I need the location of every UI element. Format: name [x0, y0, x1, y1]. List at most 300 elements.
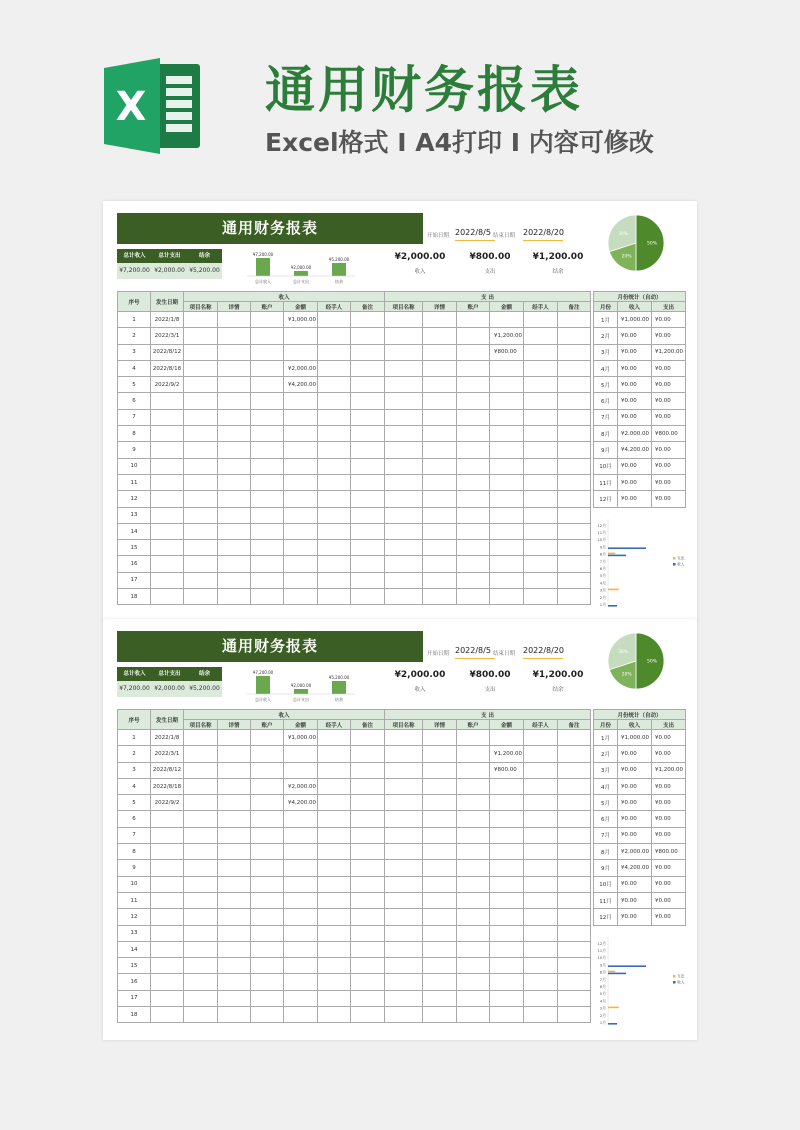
row-cell[interactable]	[184, 556, 218, 572]
row-cell[interactable]	[490, 958, 524, 974]
row-cell[interactable]	[524, 589, 558, 605]
row-cell[interactable]	[524, 811, 558, 827]
row-cell[interactable]	[251, 556, 284, 572]
row-cell[interactable]	[385, 491, 423, 507]
row-cell[interactable]	[423, 393, 457, 409]
row-cell[interactable]	[524, 360, 558, 376]
row-cell[interactable]	[558, 892, 591, 908]
row-cell[interactable]	[457, 925, 490, 941]
row-cell[interactable]	[457, 762, 490, 778]
row-cell[interactable]	[558, 730, 591, 746]
row-cell[interactable]	[251, 974, 284, 990]
row-cell[interactable]	[184, 426, 218, 442]
row-cell[interactable]	[284, 507, 318, 523]
row-cell[interactable]	[318, 844, 351, 860]
row-cell[interactable]	[558, 876, 591, 892]
row-cell[interactable]	[385, 860, 423, 876]
row-cell[interactable]	[457, 442, 490, 458]
row-cell[interactable]	[251, 572, 284, 588]
row-date[interactable]	[151, 523, 184, 539]
row-cell[interactable]	[284, 409, 318, 425]
row-cell[interactable]	[318, 974, 351, 990]
row-cell[interactable]	[490, 507, 524, 523]
row-cell[interactable]	[490, 360, 524, 376]
row-cell[interactable]	[558, 458, 591, 474]
row-cell[interactable]	[251, 958, 284, 974]
row-cell[interactable]	[351, 491, 385, 507]
row-cell[interactable]	[490, 860, 524, 876]
row-cell[interactable]	[218, 458, 251, 474]
row-cell[interactable]	[184, 377, 218, 393]
row-cell[interactable]	[524, 892, 558, 908]
row-cell[interactable]	[184, 778, 218, 794]
row-cell[interactable]	[385, 377, 423, 393]
row-cell[interactable]	[218, 762, 251, 778]
row-cell[interactable]	[558, 941, 591, 957]
row-cell[interactable]	[490, 426, 524, 442]
row-cell[interactable]	[218, 540, 251, 556]
row-cell[interactable]	[558, 990, 591, 1006]
row-cell[interactable]	[184, 312, 218, 328]
row-cell[interactable]	[490, 892, 524, 908]
row-cell[interactable]	[490, 730, 524, 746]
row-cell[interactable]	[351, 474, 385, 490]
row-cell[interactable]	[423, 827, 457, 843]
row-cell[interactable]	[423, 795, 457, 811]
row-date[interactable]	[151, 844, 184, 860]
row-cell[interactable]	[318, 458, 351, 474]
row-cell[interactable]	[385, 458, 423, 474]
row-cell[interactable]	[184, 409, 218, 425]
row-cell[interactable]	[385, 540, 423, 556]
row-cell[interactable]	[423, 377, 457, 393]
row-cell[interactable]	[558, 589, 591, 605]
row-cell[interactable]	[184, 491, 218, 507]
row-date[interactable]	[151, 958, 184, 974]
row-cell[interactable]	[524, 860, 558, 876]
row-cell[interactable]	[423, 491, 457, 507]
row-cell[interactable]	[423, 778, 457, 794]
row-cell[interactable]	[385, 941, 423, 957]
row-cell[interactable]	[184, 811, 218, 827]
row-cell[interactable]: ¥800.00	[490, 762, 524, 778]
row-cell[interactable]	[558, 860, 591, 876]
row-date[interactable]	[151, 827, 184, 843]
row-cell[interactable]	[423, 409, 457, 425]
row-date[interactable]: 2022/8/18	[151, 778, 184, 794]
row-cell[interactable]	[351, 377, 385, 393]
row-cell[interactable]	[184, 540, 218, 556]
row-cell[interactable]	[351, 762, 385, 778]
row-date[interactable]	[151, 925, 184, 941]
row-cell[interactable]	[218, 860, 251, 876]
row-cell[interactable]	[423, 556, 457, 572]
row-cell[interactable]	[558, 925, 591, 941]
row-cell[interactable]	[457, 941, 490, 957]
row-cell[interactable]	[524, 844, 558, 860]
row-date[interactable]	[151, 409, 184, 425]
row-cell[interactable]	[218, 491, 251, 507]
row-cell[interactable]	[457, 458, 490, 474]
row-cell[interactable]	[490, 1007, 524, 1023]
row-date[interactable]	[151, 909, 184, 925]
row-cell[interactable]	[351, 746, 385, 762]
row-cell[interactable]	[218, 925, 251, 941]
row-cell[interactable]	[385, 426, 423, 442]
row-cell[interactable]: ¥1,200.00	[490, 328, 524, 344]
row-cell[interactable]	[351, 892, 385, 908]
row-cell[interactable]	[351, 393, 385, 409]
row-date[interactable]	[151, 393, 184, 409]
row-cell[interactable]	[524, 426, 558, 442]
row-cell[interactable]	[251, 360, 284, 376]
row-cell[interactable]	[284, 958, 318, 974]
row-cell[interactable]	[385, 572, 423, 588]
row-cell[interactable]	[524, 827, 558, 843]
row-cell[interactable]	[385, 990, 423, 1006]
row-cell[interactable]	[385, 409, 423, 425]
row-cell[interactable]	[251, 746, 284, 762]
row-cell[interactable]	[318, 540, 351, 556]
row-cell[interactable]	[558, 958, 591, 974]
row-cell[interactable]	[423, 990, 457, 1006]
row-cell[interactable]	[490, 474, 524, 490]
row-cell[interactable]	[251, 990, 284, 1006]
row-cell[interactable]	[318, 762, 351, 778]
row-cell[interactable]	[490, 540, 524, 556]
row-cell[interactable]	[351, 730, 385, 746]
row-cell[interactable]	[351, 795, 385, 811]
row-cell[interactable]	[385, 507, 423, 523]
row-cell[interactable]	[457, 1007, 490, 1023]
row-cell[interactable]	[558, 556, 591, 572]
row-cell[interactable]	[351, 540, 385, 556]
row-cell[interactable]	[184, 393, 218, 409]
row-cell[interactable]	[423, 746, 457, 762]
row-cell[interactable]	[385, 925, 423, 941]
row-cell[interactable]	[524, 572, 558, 588]
row-cell[interactable]	[490, 795, 524, 811]
row-date[interactable]	[151, 507, 184, 523]
row-cell[interactable]	[184, 442, 218, 458]
row-date[interactable]: 2022/9/2	[151, 795, 184, 811]
row-cell[interactable]	[558, 328, 591, 344]
row-cell[interactable]	[558, 409, 591, 425]
row-cell[interactable]	[385, 393, 423, 409]
row-cell[interactable]	[490, 844, 524, 860]
row-cell[interactable]	[385, 360, 423, 376]
row-cell[interactable]	[351, 941, 385, 957]
row-cell[interactable]	[490, 393, 524, 409]
row-cell[interactable]	[385, 811, 423, 827]
row-date[interactable]	[151, 990, 184, 1006]
row-cell[interactable]	[184, 876, 218, 892]
row-cell[interactable]	[524, 909, 558, 925]
row-cell[interactable]	[218, 1007, 251, 1023]
row-cell[interactable]	[423, 844, 457, 860]
row-cell[interactable]	[251, 844, 284, 860]
row-cell[interactable]	[184, 958, 218, 974]
row-cell[interactable]	[218, 377, 251, 393]
row-cell[interactable]	[490, 442, 524, 458]
row-cell[interactable]	[218, 360, 251, 376]
row-cell[interactable]	[218, 974, 251, 990]
row-cell[interactable]	[284, 328, 318, 344]
row-cell[interactable]	[385, 974, 423, 990]
row-cell[interactable]	[524, 556, 558, 572]
row-cell[interactable]	[318, 925, 351, 941]
row-cell[interactable]	[524, 762, 558, 778]
row-cell[interactable]	[351, 909, 385, 925]
row-cell[interactable]	[351, 974, 385, 990]
row-cell[interactable]	[524, 312, 558, 328]
row-cell[interactable]	[251, 909, 284, 925]
row-cell[interactable]	[251, 507, 284, 523]
row-cell[interactable]	[423, 328, 457, 344]
row-cell[interactable]	[284, 344, 318, 360]
row-cell[interactable]	[490, 990, 524, 1006]
row-cell[interactable]	[423, 426, 457, 442]
row-cell[interactable]	[251, 523, 284, 539]
row-cell[interactable]	[423, 312, 457, 328]
row-date[interactable]: 2022/8/12	[151, 762, 184, 778]
row-cell[interactable]	[184, 892, 218, 908]
row-cell[interactable]	[284, 491, 318, 507]
row-cell[interactable]	[423, 344, 457, 360]
row-cell[interactable]	[284, 827, 318, 843]
row-cell[interactable]: ¥1,000.00	[284, 312, 318, 328]
row-date[interactable]	[151, 876, 184, 892]
row-cell[interactable]	[184, 844, 218, 860]
row-cell[interactable]	[558, 844, 591, 860]
row-cell[interactable]	[318, 572, 351, 588]
row-cell[interactable]	[558, 1007, 591, 1023]
row-cell[interactable]	[385, 844, 423, 860]
row-cell[interactable]	[284, 474, 318, 490]
row-date[interactable]: 2022/3/1	[151, 746, 184, 762]
row-cell[interactable]	[251, 344, 284, 360]
row-cell[interactable]	[284, 974, 318, 990]
row-cell[interactable]	[184, 974, 218, 990]
row-date[interactable]: 2022/8/18	[151, 360, 184, 376]
row-cell[interactable]	[423, 1007, 457, 1023]
row-cell[interactable]	[524, 409, 558, 425]
row-cell[interactable]	[385, 312, 423, 328]
row-cell[interactable]	[284, 811, 318, 827]
row-cell[interactable]	[457, 507, 490, 523]
row-cell[interactable]: ¥2,000.00	[284, 778, 318, 794]
row-cell[interactable]	[351, 344, 385, 360]
row-cell[interactable]	[218, 795, 251, 811]
row-cell[interactable]	[558, 312, 591, 328]
row-cell[interactable]	[351, 442, 385, 458]
row-date[interactable]	[151, 491, 184, 507]
row-cell[interactable]	[318, 393, 351, 409]
row-date[interactable]	[151, 556, 184, 572]
row-cell[interactable]	[558, 827, 591, 843]
row-date[interactable]	[151, 941, 184, 957]
row-cell[interactable]	[218, 990, 251, 1006]
row-cell[interactable]	[524, 941, 558, 957]
row-cell[interactable]	[385, 892, 423, 908]
row-cell[interactable]	[490, 876, 524, 892]
row-cell[interactable]	[251, 442, 284, 458]
row-cell[interactable]	[351, 958, 385, 974]
row-cell[interactable]	[284, 892, 318, 908]
row-cell[interactable]	[351, 827, 385, 843]
row-cell[interactable]	[351, 360, 385, 376]
row-cell[interactable]	[284, 860, 318, 876]
row-cell[interactable]	[251, 312, 284, 328]
row-cell[interactable]	[351, 860, 385, 876]
row-cell[interactable]	[284, 442, 318, 458]
row-cell[interactable]	[423, 974, 457, 990]
row-cell[interactable]	[284, 762, 318, 778]
row-cell[interactable]	[284, 941, 318, 957]
row-cell[interactable]	[351, 312, 385, 328]
row-cell[interactable]	[457, 556, 490, 572]
row-cell[interactable]	[558, 572, 591, 588]
row-cell[interactable]	[218, 328, 251, 344]
row-cell[interactable]	[423, 941, 457, 957]
row-cell[interactable]	[284, 540, 318, 556]
row-cell[interactable]	[385, 523, 423, 539]
row-cell[interactable]	[524, 491, 558, 507]
row-cell[interactable]	[218, 442, 251, 458]
row-cell[interactable]	[423, 360, 457, 376]
row-cell[interactable]	[385, 876, 423, 892]
row-cell[interactable]	[457, 426, 490, 442]
row-cell[interactable]	[218, 572, 251, 588]
row-cell[interactable]	[558, 507, 591, 523]
row-cell[interactable]	[284, 844, 318, 860]
row-cell[interactable]	[558, 762, 591, 778]
row-date[interactable]	[151, 589, 184, 605]
row-cell[interactable]	[524, 876, 558, 892]
row-cell[interactable]	[218, 474, 251, 490]
row-cell[interactable]	[524, 377, 558, 393]
row-cell[interactable]	[457, 860, 490, 876]
row-cell[interactable]	[423, 572, 457, 588]
row-cell[interactable]	[218, 312, 251, 328]
row-cell[interactable]	[318, 746, 351, 762]
row-cell[interactable]	[251, 589, 284, 605]
row-cell[interactable]	[318, 491, 351, 507]
row-cell[interactable]	[218, 589, 251, 605]
row-cell[interactable]	[184, 523, 218, 539]
row-cell[interactable]	[423, 925, 457, 941]
row-cell[interactable]	[490, 909, 524, 925]
row-cell[interactable]	[184, 860, 218, 876]
row-cell[interactable]	[184, 827, 218, 843]
row-cell[interactable]	[284, 458, 318, 474]
row-cell[interactable]	[184, 941, 218, 957]
row-cell[interactable]	[251, 491, 284, 507]
row-date[interactable]: 2022/1/8	[151, 312, 184, 328]
row-cell[interactable]	[318, 589, 351, 605]
row-cell[interactable]	[385, 827, 423, 843]
row-cell[interactable]	[423, 811, 457, 827]
row-cell[interactable]	[457, 523, 490, 539]
row-cell[interactable]	[351, 458, 385, 474]
row-cell[interactable]	[490, 458, 524, 474]
row-cell[interactable]	[490, 925, 524, 941]
row-cell[interactable]	[558, 344, 591, 360]
row-cell[interactable]	[251, 778, 284, 794]
row-cell[interactable]	[457, 844, 490, 860]
row-cell[interactable]	[558, 778, 591, 794]
row-cell[interactable]	[558, 795, 591, 811]
row-cell[interactable]	[251, 409, 284, 425]
row-cell[interactable]	[218, 409, 251, 425]
row-cell[interactable]	[184, 328, 218, 344]
row-cell[interactable]	[457, 892, 490, 908]
row-cell[interactable]	[385, 746, 423, 762]
row-cell[interactable]	[423, 876, 457, 892]
row-cell[interactable]	[423, 762, 457, 778]
row-cell[interactable]	[457, 409, 490, 425]
row-cell[interactable]	[558, 491, 591, 507]
row-cell[interactable]	[351, 876, 385, 892]
row-cell[interactable]	[318, 892, 351, 908]
row-cell[interactable]	[318, 360, 351, 376]
row-cell[interactable]	[218, 941, 251, 957]
row-cell[interactable]	[251, 1007, 284, 1023]
row-cell[interactable]	[318, 426, 351, 442]
row-cell[interactable]	[251, 762, 284, 778]
row-date[interactable]: 2022/3/1	[151, 328, 184, 344]
row-date[interactable]	[151, 572, 184, 588]
row-cell[interactable]	[318, 860, 351, 876]
row-cell[interactable]	[351, 328, 385, 344]
row-cell[interactable]	[218, 958, 251, 974]
row-cell[interactable]	[318, 941, 351, 957]
row-cell[interactable]	[423, 458, 457, 474]
row-cell[interactable]	[218, 778, 251, 794]
row-cell[interactable]	[385, 1007, 423, 1023]
row-cell[interactable]	[284, 746, 318, 762]
row-cell[interactable]	[457, 328, 490, 344]
row-cell[interactable]	[351, 1007, 385, 1023]
row-cell[interactable]	[524, 344, 558, 360]
row-cell[interactable]	[524, 746, 558, 762]
row-cell[interactable]	[218, 393, 251, 409]
row-cell[interactable]	[457, 589, 490, 605]
row-cell[interactable]	[318, 474, 351, 490]
row-date[interactable]: 2022/1/8	[151, 730, 184, 746]
row-cell[interactable]	[318, 409, 351, 425]
row-cell[interactable]	[524, 393, 558, 409]
row-cell[interactable]: ¥4,200.00	[284, 795, 318, 811]
row-cell[interactable]	[524, 778, 558, 794]
row-cell[interactable]	[457, 572, 490, 588]
row-cell[interactable]	[457, 344, 490, 360]
row-cell[interactable]	[318, 377, 351, 393]
row-cell[interactable]	[184, 507, 218, 523]
row-cell[interactable]	[318, 1007, 351, 1023]
row-cell[interactable]	[351, 844, 385, 860]
row-cell[interactable]	[351, 778, 385, 794]
row-cell[interactable]	[457, 540, 490, 556]
row-date[interactable]	[151, 892, 184, 908]
row-cell[interactable]	[218, 507, 251, 523]
row-cell[interactable]	[251, 827, 284, 843]
row-cell[interactable]	[524, 328, 558, 344]
row-cell[interactable]	[251, 458, 284, 474]
row-cell[interactable]	[524, 974, 558, 990]
row-cell[interactable]	[490, 312, 524, 328]
row-cell[interactable]	[558, 474, 591, 490]
